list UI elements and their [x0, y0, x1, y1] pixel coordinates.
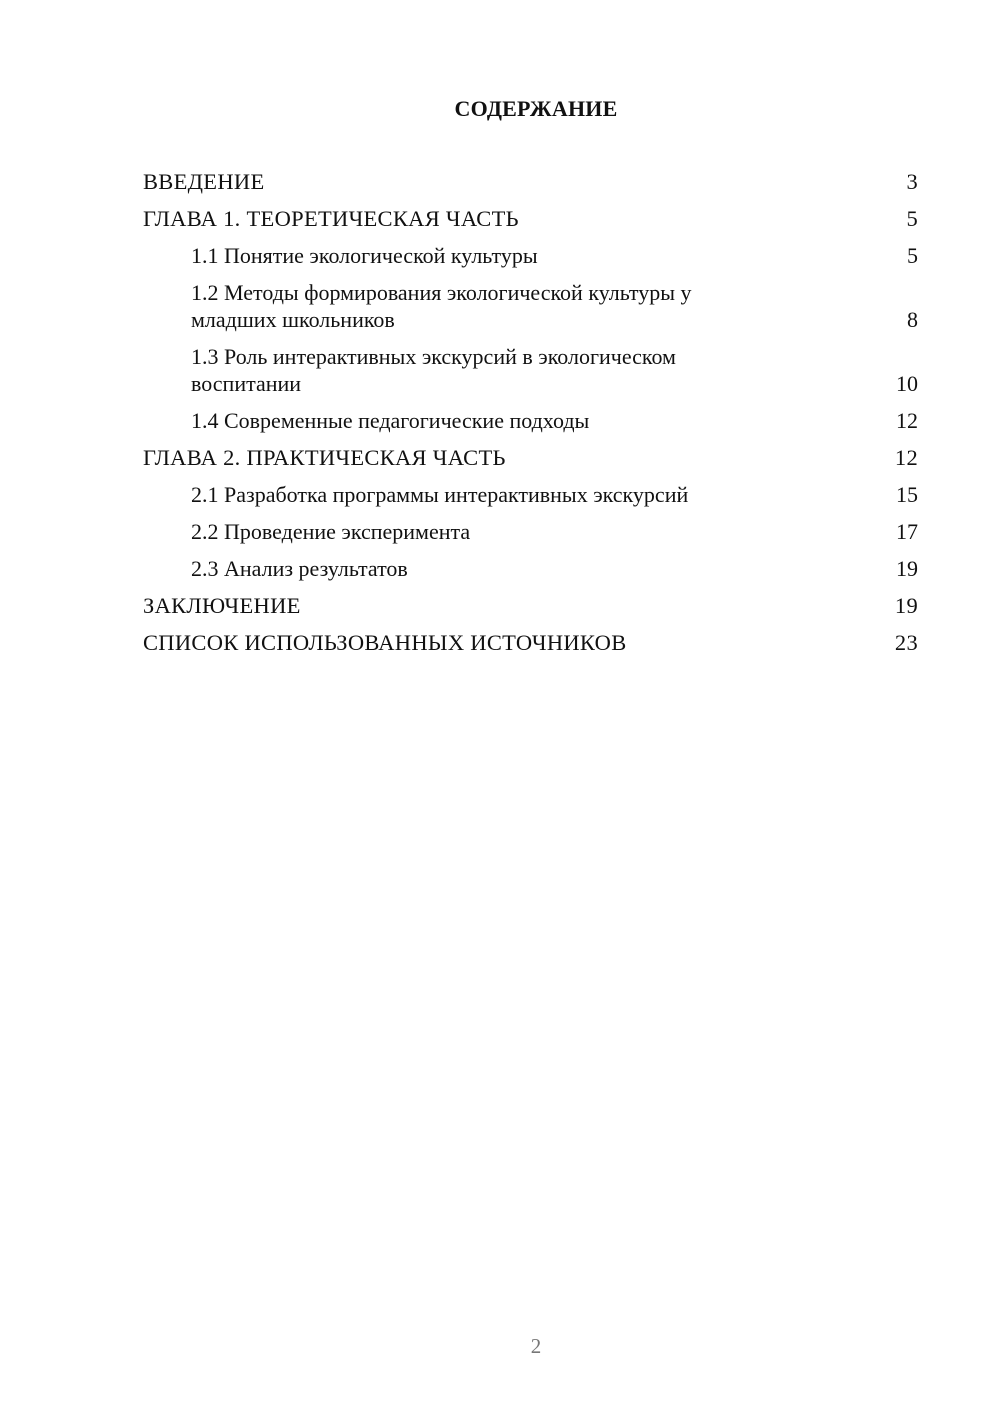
toc-entry-label: 2.1 Разработка программы интерактивных экскурсий — [191, 482, 689, 507]
toc-entry-page: 19 — [894, 593, 918, 618]
page-number: 2 — [530, 1334, 542, 1358]
table-of-contents — [143, 168, 918, 666]
toc-entry-label: 1.1 Понятие экологической культуры — [191, 243, 538, 268]
toc-entry-conclusion[interactable] — [143, 592, 918, 619]
toc-entry-section-1-1[interactable] — [143, 242, 918, 269]
toc-entry-label: ГЛАВА 1. ТЕОРЕТИЧЕСКАЯ ЧАСТЬ — [143, 206, 519, 231]
toc-entry-label: ЗАКЛЮЧЕНИЕ — [143, 593, 301, 618]
toc-entry-page: 8 — [907, 307, 918, 332]
toc-entry-label: 1.4 Современные педагогические подходы — [191, 408, 590, 433]
toc-entry-label: СПИСОК ИСПОЛЬЗОВАННЫХ ИСТОЧНИКОВ — [143, 630, 627, 655]
toc-entry-page: 12 — [894, 445, 918, 470]
toc-entry-section-1-3[interactable] — [143, 343, 918, 397]
toc-entry-section-1-2[interactable] — [143, 279, 918, 333]
toc-entry-page: 5 — [907, 243, 918, 268]
toc-entry-section-1-4[interactable] — [143, 407, 918, 434]
toc-entry-label: 2.2 Проведение эксперимента — [191, 519, 471, 544]
toc-entry-label: 2.3 Анализ результатов — [191, 556, 408, 581]
toc-entry-section-2-1[interactable] — [143, 481, 918, 508]
toc-entry-label: ГЛАВА 2. ПРАКТИЧЕСКАЯ ЧАСТЬ — [143, 445, 506, 470]
toc-entry-page: 15 — [896, 482, 918, 507]
toc-entry-introduction[interactable] — [143, 168, 918, 195]
toc-entry-page: 3 — [906, 169, 918, 194]
toc-entry-label: 1.2 Методы формирования экологической культуры у младших школьников — [191, 280, 692, 332]
toc-entry-chapter-1[interactable] — [143, 205, 918, 232]
toc-entry-page: 10 — [896, 371, 918, 396]
toc-entry-chapter-2[interactable] — [143, 444, 918, 471]
toc-entry-page: 12 — [896, 408, 918, 433]
toc-entry-page: 23 — [894, 630, 918, 655]
toc-entry-page: 17 — [896, 519, 918, 544]
toc-entry-label: ВВЕДЕНИЕ — [143, 169, 265, 194]
toc-entry-section-2-3[interactable] — [143, 555, 918, 582]
page-title: СОДЕРЖАНИЕ — [454, 96, 618, 121]
toc-entry-section-2-2[interactable] — [143, 518, 918, 545]
toc-entry-page: 19 — [896, 556, 918, 581]
toc-entry-references[interactable] — [143, 629, 918, 656]
toc-entry-page: 5 — [906, 206, 918, 231]
toc-entry-label: 1.3 Роль интерактивных экскурсий в экологическом воспитании — [191, 344, 676, 396]
